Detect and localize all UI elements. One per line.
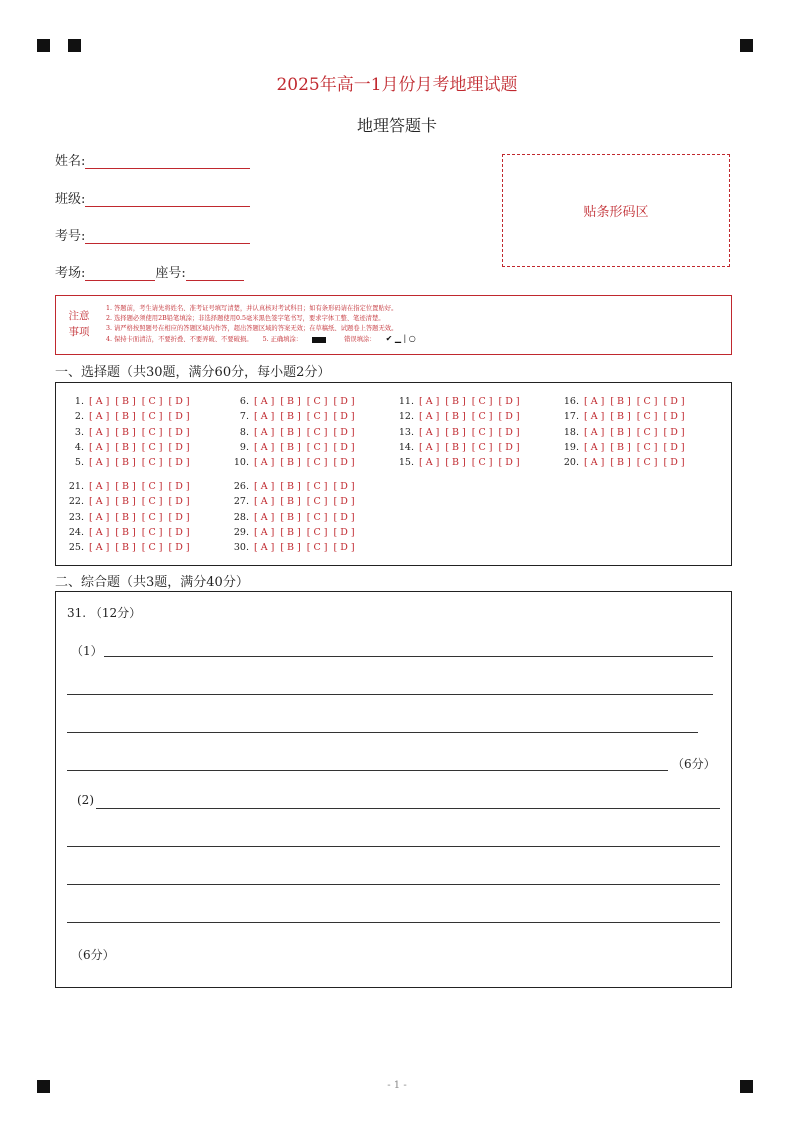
question-number: 22. [68,496,84,508]
notice-item [106,334,424,345]
notice-label-line: 事项 [68,326,90,338]
option-bubble-c[interactable]: [ C ] [141,542,163,554]
page-number: - 1 - [387,1080,407,1091]
option-bubble-c[interactable]: [ C ] [141,457,163,469]
option-bubble-b[interactable]: [ B ] [115,542,136,554]
choice-question-row [64,494,196,509]
seat-input-line[interactable] [186,266,244,281]
option-bubble-d[interactable]: [ D ] [498,457,520,469]
option-bubble-d[interactable]: [ D ] [333,426,355,438]
option-bubble-b[interactable]: [ B ] [445,411,466,423]
choice-question-row [394,425,526,440]
option-bubble-b[interactable]: [ B ] [445,441,466,453]
option-bubble-c[interactable]: [ C ] [141,396,163,407]
choice-question-row [394,440,526,455]
answer-line[interactable] [67,770,668,771]
option-bubble-d[interactable]: [ D ] [333,496,355,508]
option-bubble-a[interactable]: [ A ] [584,411,605,423]
option-bubble-c[interactable]: [ C ] [306,542,328,554]
question-number: 7. [239,411,249,423]
option-bubble-a[interactable]: [ A ] [584,396,605,407]
choice-question-row [559,394,691,409]
answer-line[interactable] [67,846,720,847]
option-bubble-b[interactable]: [ B ] [610,457,631,469]
part-1-score: （6分） [672,757,716,771]
option-bubble-d[interactable]: [ D ] [333,411,355,423]
answer-line[interactable] [67,732,698,733]
option-bubble-b[interactable]: [ B ] [280,411,301,423]
choice-question-row [229,510,361,525]
registration-mark [37,39,50,52]
option-bubble-d[interactable]: [ D ] [168,542,190,554]
name-field [55,150,250,169]
option-bubble-a[interactable]: [ A ] [254,396,275,407]
option-bubble-c[interactable]: [ C ] [141,511,163,523]
part-1-label: （1） [71,644,103,658]
option-bubble-c[interactable]: [ C ] [306,481,328,492]
notice-label-line: 注意 [68,310,90,322]
question-number: 14. [398,441,414,453]
question-number: 18. [563,426,579,438]
choice-question-row [229,409,361,424]
choice-question-row [64,455,196,470]
option-bubble-a[interactable]: [ A ] [584,426,605,438]
option-bubble-d[interactable]: [ D ] [333,542,355,554]
option-bubble-d[interactable]: [ D ] [498,426,520,438]
option-bubble-d[interactable]: [ D ] [168,441,190,453]
choice-question-row [229,394,361,409]
room-seat-field [55,262,244,281]
option-bubble-b[interactable]: [ B ] [115,526,136,538]
question-number: 27. [233,496,249,508]
exam-number-label: 考号: [55,229,86,244]
choice-question-row [229,479,361,494]
question-number: 28. [233,511,249,523]
option-bubble-a[interactable]: [ A ] [254,511,275,523]
answer-line[interactable] [67,694,713,695]
option-bubble-c[interactable]: [ C ] [471,411,493,423]
question-number: 1. [74,396,84,407]
option-bubble-a[interactable]: [ A ] [419,426,440,438]
option-bubble-a[interactable]: [ A ] [584,457,605,469]
option-bubble-a[interactable]: [ A ] [89,396,110,407]
option-bubble-b[interactable]: [ B ] [280,457,301,469]
option-bubble-b[interactable]: [ B ] [610,441,631,453]
choice-question-row [64,510,196,525]
option-bubble-c[interactable]: [ C ] [306,496,328,508]
question-number: 19. [563,441,579,453]
option-bubble-c[interactable]: [ C ] [306,511,328,523]
choice-question-row [229,540,361,555]
option-bubble-b[interactable]: [ B ] [280,511,301,523]
option-bubble-d[interactable]: [ D ] [333,511,355,523]
option-bubble-a[interactable]: [ A ] [254,411,275,423]
notice-box [55,295,732,355]
choice-question-row [229,440,361,455]
class-field [55,188,250,207]
option-bubble-c[interactable]: [ C ] [636,457,658,469]
question-number: 10. [233,457,249,469]
choice-question-row [559,455,691,470]
option-bubble-c[interactable]: [ C ] [471,396,493,407]
option-bubble-c[interactable]: [ C ] [306,526,328,538]
section-1-title: 一、选择题（共30题，满分60分，每小题2分） [55,365,331,380]
option-bubble-c[interactable]: [ C ] [306,457,328,469]
option-bubble-b[interactable]: [ B ] [445,426,466,438]
choice-question-row [394,455,526,470]
option-bubble-a[interactable]: [ A ] [254,526,275,538]
option-bubble-a[interactable]: [ A ] [419,411,440,423]
option-bubble-d[interactable]: [ D ] [663,457,685,469]
answer-line[interactable] [96,808,720,809]
part-2-score: （6分） [71,948,115,962]
option-bubble-b[interactable]: [ B ] [280,396,301,407]
option-bubble-b[interactable]: [ B ] [610,411,631,423]
option-bubble-b[interactable]: [ B ] [610,426,631,438]
barcode-area [502,154,730,267]
option-bubble-d[interactable]: [ D ] [168,426,190,438]
option-bubble-c[interactable]: [ C ] [636,396,658,407]
option-bubble-b[interactable]: [ B ] [280,481,301,492]
option-bubble-b[interactable]: [ B ] [115,411,136,423]
option-bubble-a[interactable]: [ A ] [89,511,110,523]
option-bubble-a[interactable]: [ A ] [419,396,440,407]
answer-line[interactable] [67,922,720,923]
option-bubble-d[interactable]: [ D ] [663,411,685,423]
question-number: 24. [68,526,84,538]
option-bubble-a[interactable]: [ A ] [89,426,110,438]
option-bubble-d[interactable]: [ D ] [333,481,355,492]
option-bubble-c[interactable]: [ C ] [141,481,163,492]
exam-title: 2025年高一1月份月考地理试题 [276,75,518,95]
option-bubble-d[interactable]: [ D ] [663,426,685,438]
option-bubble-b[interactable]: [ B ] [280,496,301,508]
option-bubble-b[interactable]: [ B ] [610,396,631,407]
option-bubble-c[interactable]: [ C ] [306,396,328,407]
room-input-line[interactable] [85,266,155,281]
choice-question-row [64,425,196,440]
exam-number-field [55,225,250,244]
choice-question-row [64,409,196,424]
option-bubble-a[interactable]: [ A ] [89,411,110,423]
notice-item: 2. 选择题必须使用2B铅笔填涂；非选择题使用0.5毫米黑色签字笔书写，要求字体工整、笔迹清楚。 [106,315,385,322]
option-bubble-a[interactable]: [ A ] [419,457,440,469]
class-input-line[interactable] [85,192,250,207]
choice-question-row [559,425,691,440]
option-bubble-b[interactable]: [ B ] [280,542,301,554]
choice-question-row [229,494,361,509]
option-bubble-c[interactable]: [ C ] [636,441,658,453]
question-number: 23. [68,511,84,523]
option-bubble-c[interactable]: [ C ] [141,496,163,508]
option-bubble-a[interactable]: [ A ] [254,441,275,453]
question-number: 2. [74,411,84,423]
option-bubble-d[interactable]: [ D ] [498,411,520,423]
option-bubble-b[interactable]: [ B ] [445,396,466,407]
question-number: 21. [68,481,84,492]
choice-question-row [394,409,526,424]
option-bubble-d[interactable]: [ D ] [498,396,520,407]
option-bubble-d[interactable]: [ D ] [168,457,190,469]
option-bubble-c[interactable]: [ C ] [636,426,658,438]
choice-question-row [229,425,361,440]
option-bubble-d[interactable]: [ D ] [168,411,190,423]
option-bubble-a[interactable]: [ A ] [89,441,110,453]
option-bubble-d[interactable]: [ D ] [498,441,520,453]
option-bubble-d[interactable]: [ D ] [168,481,190,492]
option-bubble-c[interactable]: [ C ] [471,457,493,469]
question-number: 4. [74,441,84,453]
notice-item-4: 4. 保持卡面清洁，不要折叠、不要弄破、不要破损。 [106,336,253,343]
option-bubble-b[interactable]: [ B ] [445,457,466,469]
option-bubble-d[interactable]: [ D ] [333,526,355,538]
question-number: 25. [68,542,84,554]
option-bubble-c[interactable]: [ C ] [306,426,328,438]
question-31-heading: 31. （12分） [67,606,142,620]
option-bubble-b[interactable]: [ B ] [115,457,136,469]
option-bubble-b[interactable]: [ B ] [280,426,301,438]
wrong-fill-label: 错误填涂： [344,336,376,343]
question-number: 13. [398,426,414,438]
option-bubble-d[interactable]: [ D ] [168,526,190,538]
option-bubble-c[interactable]: [ C ] [141,426,163,438]
option-bubble-a[interactable]: [ A ] [89,542,110,554]
class-label: 班级: [55,192,86,207]
option-bubble-d[interactable]: [ D ] [333,441,355,453]
name-label: 姓名: [55,154,86,169]
answer-line[interactable] [67,884,720,885]
question-number: 29. [233,526,249,538]
notice-label [65,308,93,340]
choice-question-row [229,525,361,540]
option-bubble-c[interactable]: [ C ] [471,441,493,453]
choice-question-row [64,525,196,540]
answer-sheet-title: 地理答题卡 [356,116,437,135]
question-number: 6. [239,396,249,407]
question-number: 8. [239,426,249,438]
option-bubble-c[interactable]: [ C ] [141,526,163,538]
choice-question-row [64,440,196,455]
question-number: 11. [398,396,414,407]
notice-item: 3. 请严格按照题号在相应的答题区域内作答，超出答题区域的答案无效；在草稿纸、试题卷上答题无效。 [106,325,398,332]
essay-answer-area [55,591,732,988]
option-bubble-a[interactable]: [ A ] [254,496,275,508]
option-bubble-b[interactable]: [ B ] [115,511,136,523]
option-bubble-c[interactable]: [ C ] [306,411,328,423]
seat-label: 座号: [155,266,186,281]
option-bubble-c[interactable]: [ C ] [636,411,658,423]
wrong-fill-samples: ✔ ▁ | ○ [385,334,416,343]
option-bubble-d[interactable]: [ D ] [168,511,190,523]
option-bubble-a[interactable]: [ A ] [254,481,275,492]
part-2-label: (2) [77,793,94,807]
option-bubble-b[interactable]: [ B ] [280,441,301,453]
question-number: 15. [398,457,414,469]
barcode-label: 贴条形码区 [583,205,649,220]
room-label: 考场: [55,266,86,281]
choice-question-row [394,394,526,409]
notice-item: 1. 答题前，考生请先将姓名、准考证号填写清楚，并认真核对考试科目；如有条形码请在指定位置贴好。 [106,305,398,312]
option-bubble-a[interactable]: [ A ] [89,481,110,492]
option-bubble-c[interactable]: [ C ] [141,411,163,423]
option-bubble-b[interactable]: [ B ] [115,496,136,508]
option-bubble-a[interactable]: [ A ] [254,457,275,469]
registration-mark [68,39,81,52]
option-bubble-c[interactable]: [ C ] [471,426,493,438]
choice-question-row [64,540,196,555]
option-bubble-a[interactable]: [ A ] [89,457,110,469]
question-number: 3. [74,426,84,438]
question-number: 9. [239,441,249,453]
option-bubble-d[interactable]: [ D ] [333,457,355,469]
option-bubble-d[interactable]: [ D ] [333,396,355,407]
question-number: 20. [563,457,579,469]
choice-question-row [64,479,196,494]
option-bubble-a[interactable]: [ A ] [254,426,275,438]
notice-item-5: 5. 正确填涂： [262,336,303,343]
option-bubble-d[interactable]: [ D ] [168,396,190,407]
option-bubble-d[interactable]: [ D ] [663,396,685,407]
option-bubble-b[interactable]: [ B ] [115,426,136,438]
option-bubble-b[interactable]: [ B ] [115,396,136,407]
option-bubble-a[interactable]: [ A ] [89,526,110,538]
option-bubble-d[interactable]: [ D ] [663,441,685,453]
option-bubble-b[interactable]: [ B ] [280,526,301,538]
notice-items [106,304,424,345]
question-number: 26. [233,481,249,492]
choice-question-row [229,455,361,470]
choice-question-row [559,440,691,455]
answer-line[interactable] [104,656,713,657]
option-bubble-b[interactable]: [ B ] [115,481,136,492]
option-bubble-a[interactable]: [ A ] [419,441,440,453]
correct-fill-sample [312,337,326,343]
question-number: 5. [74,457,84,469]
exam-number-input-line[interactable] [85,229,250,244]
section-2-title: 二、综合题（共3题，满分40分） [55,575,249,590]
question-number: 17. [563,411,579,423]
question-number: 30. [233,542,249,554]
option-bubble-a[interactable]: [ A ] [254,542,275,554]
question-number: 16. [563,396,579,407]
name-input-line[interactable] [85,154,250,169]
option-bubble-c[interactable]: [ C ] [141,441,163,453]
question-number: 12. [398,411,414,423]
option-bubble-b[interactable]: [ B ] [115,441,136,453]
option-bubble-a[interactable]: [ A ] [584,441,605,453]
option-bubble-c[interactable]: [ C ] [306,441,328,453]
choice-question-row [64,394,196,409]
choice-answer-area [55,382,732,566]
registration-mark [740,39,753,52]
option-bubble-d[interactable]: [ D ] [168,496,190,508]
option-bubble-a[interactable]: [ A ] [89,496,110,508]
choice-question-row [559,409,691,424]
